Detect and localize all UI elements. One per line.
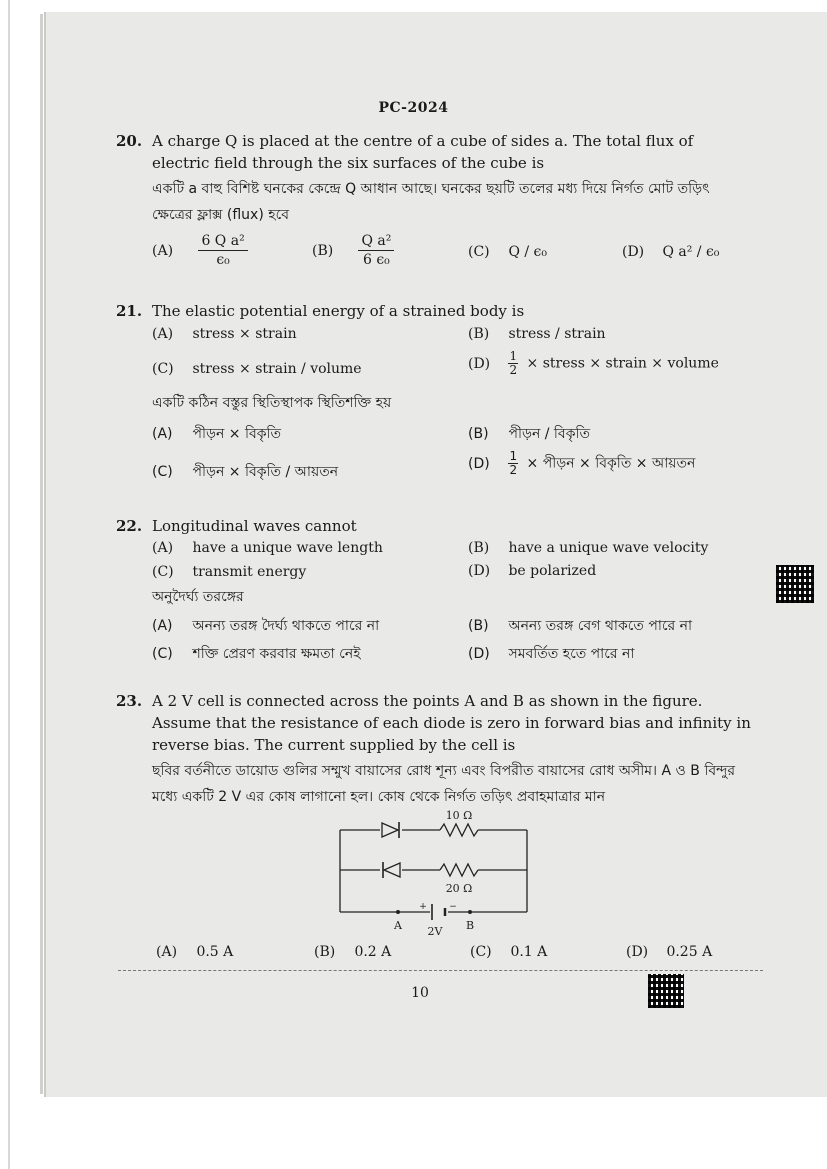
option-23-d — [626, 944, 712, 960]
fraction — [198, 232, 247, 269]
option-21-d-en — [468, 350, 719, 377]
numerator: Q a² — [358, 232, 394, 251]
option-text: × stress × strain × volume — [526, 355, 719, 372]
option-text: অনন্য তরঙ্গ দৈর্ঘ্য থাকতে পারে না — [192, 618, 380, 634]
numerator: 1 — [509, 449, 518, 463]
option-text: 0.5 A — [196, 944, 234, 960]
option-label: (B) — [468, 326, 490, 342]
question-23-bengali: ছবির বর্তনীতে ডায়োড গুলির সম্মুখ বায়াসের রোধ শূন্য এবং বিপরীত বায়াসের রোধ অসীম। A ও B বিন্দুর মধ্যে একটি 2 V এর কোষ লাগানো হল। কোষ থেকে নির্গত তড়িৎ প্রবাহমাত্রার মান — [152, 763, 736, 805]
scan-edge — [8, 0, 10, 1169]
terminal-b-dot — [468, 910, 472, 914]
option-text: 0.2 A — [354, 944, 392, 960]
option-text: stress / strain — [508, 326, 606, 342]
option-label: (A) — [156, 944, 178, 960]
option-22-b-bn — [468, 614, 692, 638]
qr-code-icon — [776, 565, 814, 603]
option-20-b — [312, 232, 394, 269]
option-text: stress × strain — [192, 326, 297, 342]
option-text: অনন্য তরঙ্গ বেগ থাকতে পারে না — [508, 618, 693, 634]
point-b-label: B — [465, 919, 475, 932]
question-22-bengali: অনুদৈর্ঘ্য তরঙ্গের — [152, 589, 244, 605]
cell-plus-label: + — [419, 902, 427, 912]
resistor-10-label: 10 Ω — [445, 809, 473, 822]
option-label: (A) — [152, 426, 173, 442]
option-22-d-bn — [468, 642, 634, 666]
option-label: (B) — [468, 426, 489, 442]
option-label: (C) — [152, 646, 173, 662]
option-label: (C) — [468, 244, 490, 260]
question-number-20: 20. — [116, 132, 143, 150]
option-label: (D) — [622, 244, 645, 260]
option-22-c-bn — [152, 642, 361, 666]
option-label: (C) — [152, 564, 174, 580]
half-fraction — [508, 450, 518, 477]
numerator: 6 Q a² — [198, 232, 247, 251]
option-21-b-bn — [468, 422, 590, 446]
option-label: (C) — [152, 361, 174, 377]
option-label: (A) — [152, 242, 174, 259]
cell-minus-label: − — [449, 902, 457, 912]
paper-code: PC-2024 — [378, 100, 449, 116]
option-20-c — [468, 244, 547, 260]
option-label: (B) — [314, 944, 336, 960]
question-21-english: The elastic potential energy of a strained body is — [152, 302, 525, 320]
option-text: 0.1 A — [510, 944, 548, 960]
cell-voltage-label: 2V — [427, 925, 443, 938]
option-text: শক্তি প্রেরণ করবার ক্ষমতা নেই — [192, 646, 361, 662]
option-text: সমবর্তিত হতে পারে না — [508, 646, 635, 662]
denominator: 2 — [509, 463, 518, 477]
diode-circuit-diagram — [330, 805, 540, 940]
option-22-c-en — [152, 564, 306, 580]
denominator: 2 — [509, 363, 518, 377]
denominator: 6 ϵ₀ — [362, 252, 390, 268]
option-20-a — [152, 232, 248, 269]
question-22-english: Longitudinal waves cannot — [152, 517, 357, 535]
option-21-d-bn — [468, 450, 695, 477]
fraction — [358, 232, 394, 269]
question-23-english: A 2 V cell is connected across the points A and B as shown in the figure. Assume that the resistance of each diode is zero in forward bias and infinity in reverse bias. The current supplied by the cell is — [152, 692, 751, 754]
option-20-d — [622, 244, 719, 260]
diode-forward-icon — [382, 822, 399, 838]
resistor-20-label: 20 Ω — [445, 882, 473, 895]
terminal-a-dot — [396, 910, 400, 914]
diode-reverse-icon — [383, 862, 400, 878]
option-text: be polarized — [508, 563, 597, 579]
cell-icon — [432, 904, 445, 920]
option-label: (A) — [152, 326, 174, 342]
point-a-label: A — [394, 919, 402, 932]
option-21-c-bn — [152, 460, 338, 484]
option-label: (D) — [468, 455, 490, 472]
option-22-d-en — [468, 563, 596, 579]
numerator: 1 — [509, 349, 518, 363]
option-label: (B) — [312, 242, 334, 259]
question-number-23: 23. — [116, 692, 143, 710]
question-number-21: 21. — [116, 302, 143, 320]
option-text: have a unique wave length — [192, 540, 383, 556]
option-22-a-en — [152, 540, 383, 556]
option-label: (B) — [468, 540, 490, 556]
half-fraction — [508, 350, 518, 377]
option-label: (C) — [152, 464, 173, 480]
page-stack-edge — [40, 14, 43, 1094]
denominator: ϵ₀ — [216, 252, 230, 268]
option-22-b-en — [468, 540, 708, 556]
option-label: (A) — [152, 540, 174, 556]
option-label: (D) — [626, 944, 649, 960]
option-text: × পীড়ন × বিকৃতি × আয়তন — [526, 455, 696, 472]
option-21-c-en — [152, 361, 362, 377]
option-text: Q / ϵ₀ — [508, 244, 548, 260]
option-label: (D) — [468, 563, 491, 579]
question-number-22: 22. — [116, 517, 143, 535]
option-label: (B) — [468, 618, 489, 634]
option-text: Q a² / ϵ₀ — [662, 244, 720, 260]
option-23-c — [470, 944, 547, 960]
question-20-bengali: একটি a বাহু বিশিষ্ট ঘনকের কেন্দ্রে Q আধান আছে। ঘনকের ছয়টি তলের মধ্য দিয়ে নির্গত মোট তড়িৎ ক্ষেত্রের ফ্লাক্স (flux) হবে — [152, 181, 710, 223]
option-text: have a unique wave velocity — [508, 540, 709, 556]
page-number: 10 — [411, 985, 429, 1001]
option-21-a-en — [152, 326, 297, 342]
option-text: পীড়ন × বিকৃতি / আয়তন — [192, 464, 339, 480]
option-23-b — [314, 944, 391, 960]
footer-divider — [118, 970, 763, 971]
option-23-a — [156, 944, 233, 960]
option-label: (A) — [152, 618, 173, 634]
option-21-a-bn — [152, 422, 281, 446]
footer-qr-code-icon — [648, 974, 684, 1008]
option-text: পীড়ন × বিকৃতি — [192, 426, 282, 442]
option-label: (D) — [468, 646, 490, 662]
option-label: (D) — [468, 355, 491, 372]
option-label: (C) — [470, 944, 492, 960]
option-text: 0.25 A — [666, 944, 713, 960]
question-20-english: A charge Q is placed at the centre of a cube of sides a. The total flux of electric field through the six surfaces of the cube is — [152, 132, 694, 172]
option-22-a-bn — [152, 614, 379, 638]
option-21-b-en — [468, 326, 606, 342]
question-21-bengali: একটি কঠিন বস্তুর স্থিতিস্থাপক স্থিতিশক্তি হয় — [152, 395, 392, 411]
option-text: পীড়ন / বিকৃতি — [508, 426, 591, 442]
option-text: transmit energy — [192, 564, 307, 580]
option-text: stress × strain / volume — [192, 361, 362, 377]
